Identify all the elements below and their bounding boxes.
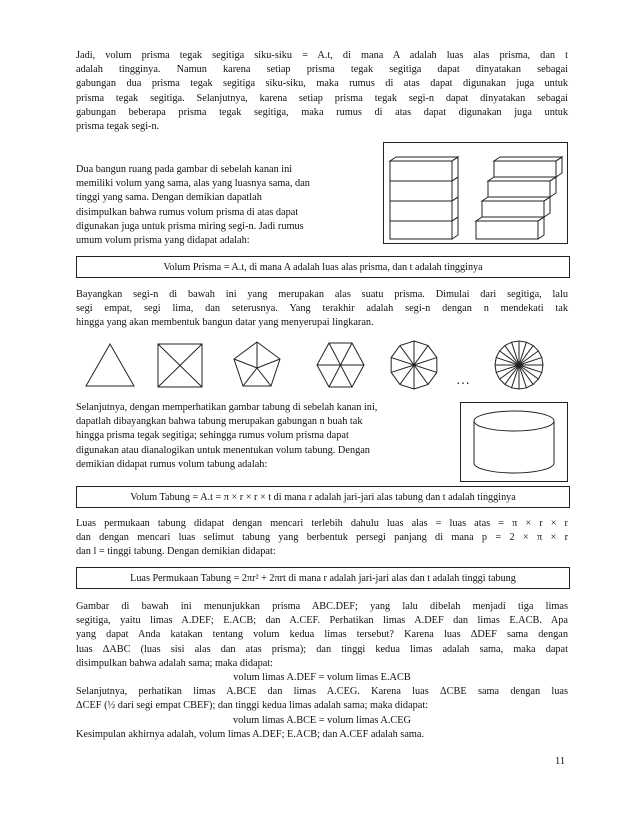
polygon-spoke xyxy=(496,358,519,365)
polygon-spoke xyxy=(496,365,519,372)
text-line: Bayangkan segi-n di bawah ini yang merupakan alas suatu prisma. Dimulai dari segitiga, lalu xyxy=(76,289,568,300)
text-line: yang dapat Anda katakan tentang volum kedua limas tersebut? Karena luas ΔDEF sama dengan xyxy=(76,629,568,641)
polygon-spoke xyxy=(519,365,533,384)
cylinder-figure xyxy=(460,402,568,482)
polygon-spoke xyxy=(519,342,526,365)
page-number: 11 xyxy=(555,756,566,767)
cylinder-paragraph xyxy=(76,401,456,472)
text-line: Gambar di bawah ini menunjukkan prisma ABC.DEF; yang lalu dibelah menjadi tiga limas xyxy=(76,601,568,612)
text-line: umum volum prisma yang didapat adalah: xyxy=(76,235,250,247)
polygon-spoke xyxy=(414,365,437,372)
stacked-prisms-figure xyxy=(383,142,568,244)
text-line: tinggi yang sama. Dengan demikian dapatlah xyxy=(76,192,262,204)
text-line: dan dengan mencari luas selimut tabung yang berbentuk persegi panjang di mana p = 2 × π × r xyxy=(76,532,568,544)
decagon-shape xyxy=(391,341,437,389)
text-line: Luas permukaan tabung didapat dengan mencari terlebih dahulu luas alas = luas atas = π × r × r xyxy=(76,518,568,529)
text-line: prisma tegak segi-n. xyxy=(76,121,160,133)
text-line: prisma tegak segitiga. Selanjutnya, karena setiap prisma tegak segi-n dapat dinyatakan sebagai xyxy=(76,92,568,104)
polygon-sequence-figure xyxy=(76,338,570,398)
polygon-spoke xyxy=(400,365,414,384)
text-line: luas ΔABC (luas sisi alas dan atas prisma); dan tinggi kedua limas adalah sama, maka dapat xyxy=(76,643,568,655)
text-line: Jadi, volum prisma tegak segitiga siku-siku = A.t, di mana A adalah luas alas prisma, dan t xyxy=(76,50,568,61)
polygon-spoke xyxy=(519,358,542,365)
many-sided-polygon-shape xyxy=(495,341,543,389)
text-line: ΔCEF (½ dari segi empat CBEF); dan tinggi kedua limas adalah sama; maka didapat: xyxy=(76,700,429,712)
polygon-spoke xyxy=(512,365,519,388)
cylinder-drawing xyxy=(461,403,567,481)
formula-cylinder-volume: Volum Tabung = A.t = π × r × r × t di mana r adalah jari-jari alas tabung dan t adalah tingginya xyxy=(76,486,570,508)
triangle-shape xyxy=(86,344,134,386)
formula-prism-volume: Volum Prisma = A.t, di mana A adalah luas alas prisma, dan t adalah tingginya xyxy=(76,256,570,278)
polygon-spoke xyxy=(391,365,414,372)
hexagon-shape xyxy=(317,343,364,387)
text-line: Selanjutnya, dengan memperhatikan gambar tabung di sebelah kanan ini, xyxy=(76,402,378,413)
text-line: dapatlah dibayangkan bahwa tabung merupakan gabungan n buah tak xyxy=(76,416,363,428)
ellipsis-text: … xyxy=(456,373,470,388)
polygon-spoke xyxy=(414,365,428,384)
text-line: disimpulkan bahwa adalah sama; maka didapat: xyxy=(76,657,274,669)
polygon-spoke xyxy=(500,365,519,379)
polygon-spoke xyxy=(400,346,414,365)
polygon-spoke xyxy=(505,365,519,384)
text-line: segitiga, yaitu limas A.DEF; E.ACB; dan A.CEF. Perhatikan limas A.DEF dan limas E.ACB. Apa xyxy=(76,615,568,627)
text-line: digunakan juga untuk prisma miring segi-n. Jadi rumus xyxy=(76,220,304,232)
text-line: disimpulkan bahwa rumus volum prisma di atas dapat xyxy=(76,206,299,218)
text-line: Dua bangun ruang pada gambar di sebelah kanan ini xyxy=(76,164,293,175)
polygon-paragraph xyxy=(76,288,568,331)
polygon-spoke xyxy=(519,365,526,388)
text-line: digunakan atau dianalogikan untuk menentukan volum tabung. Dengan xyxy=(76,444,370,456)
polygon-spoke xyxy=(519,365,538,379)
pyramid-paragraph xyxy=(76,600,568,742)
oblique-prism-paragraph xyxy=(76,163,376,248)
polygon-spoke xyxy=(505,346,519,365)
text-line: memiliki volum yang sama, alas yang luasnya sama, dan xyxy=(76,178,310,190)
text-line: dan l = tinggi tabung. Dengan demikian didapat: xyxy=(76,546,276,558)
text-line: demikian didapat rumus volum tabung adalah: xyxy=(76,458,268,470)
polygon-spoke xyxy=(519,351,538,365)
polygon-spoke xyxy=(519,346,533,365)
surface-area-paragraph xyxy=(76,517,568,560)
text-line: hingga prisma tegak segitiga; sehingga rumus volum prisma dapat xyxy=(76,430,349,442)
polygon-spoke xyxy=(519,365,542,372)
polygon-spoke xyxy=(512,342,519,365)
polygon-spoke xyxy=(500,351,519,365)
text-line: adalah tingginya. Namun karena setiap prisma tegak segitiga dapat dinyatakan sebagai xyxy=(76,64,568,76)
text-line: gabungan dua prisma tegak segitiga siku-siku, maka rumus di atas dapat digunakan juga untuk xyxy=(76,78,568,90)
polygon-spoke xyxy=(414,358,437,365)
text-line: hingga yang akan membentuk bangun datar yang menyerupai lingkaran. xyxy=(76,317,374,329)
polygon-spoke xyxy=(414,346,428,365)
intro-paragraph xyxy=(76,49,568,134)
text-line: gabungan beberapa prisma tegak segitiga, maka rumus di atas dapat digunakan juga untuk xyxy=(76,106,568,118)
text-line: segi empat, segi lima, dan seterusnya. Yang terakhir adalah segi-n dengan n mendekati tak xyxy=(76,303,568,315)
stacked-prisms-drawing xyxy=(384,143,567,243)
conclusion-line: Kesimpulan akhirnya adalah, volum limas A.DEF; E.ACB; dan A.CEF adalah sama. xyxy=(76,728,425,740)
equation-line: volum limas A.DEF = volum limas E.ACB xyxy=(233,672,411,684)
equation-line: volum limas A.BCE = volum limas A.CEG xyxy=(232,714,411,726)
square-shape xyxy=(158,344,202,387)
pentagon-shape xyxy=(234,342,280,386)
formula-cylinder-surface-area: Luas Permukaan Tabung = 2πr² + 2πrt di mana r adalah jari-jari alas dan t adalah tinggi tabung xyxy=(76,567,570,589)
text-line: Selanjutnya, perhatikan limas A.BCE dan limas A.CEG. Karena luas ΔCBE sama dengan luas xyxy=(76,686,568,698)
polygon-spoke xyxy=(391,358,414,365)
